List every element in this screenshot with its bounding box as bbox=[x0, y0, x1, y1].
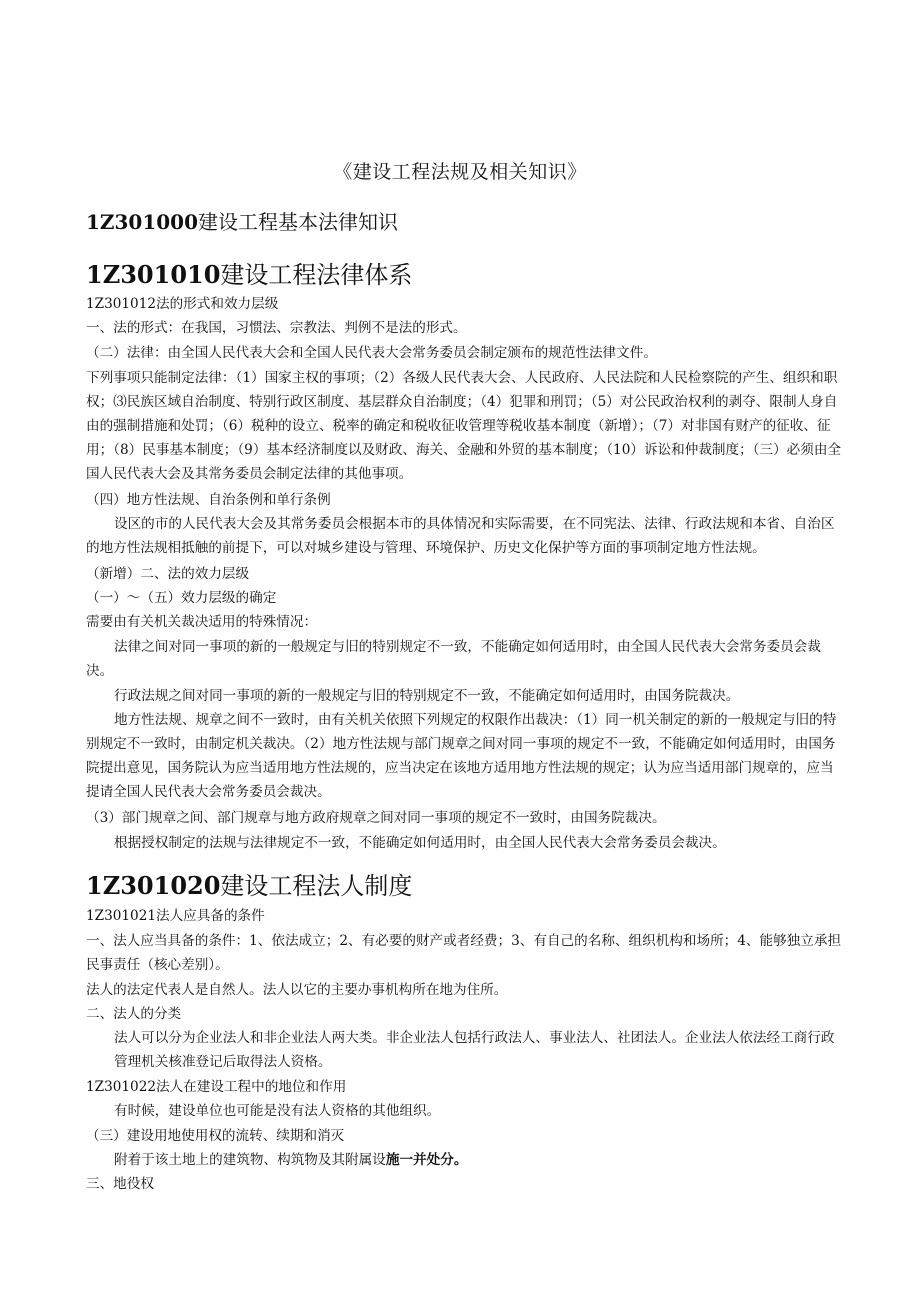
paragraph: 法律之间对同一事项的新的一般规定与旧的特别规定不一致，不能确定如何适用时，由全国人民代表大会常务委员会裁决。 bbox=[86, 639, 821, 679]
section-heading-1z301010 bbox=[86, 255, 412, 290]
subsection-heading: 1Z301022法人在建设工程中的地位和作用 bbox=[86, 1079, 347, 1095]
paragraph: （一）～（五）效力层级的确定 bbox=[86, 590, 277, 606]
paragraph: 有时候，建设单位也可能是没有法人资格的其他组织。 bbox=[114, 1103, 441, 1119]
paragraph: 一、法人应当具备的条件：1、依法成立；2、有必要的财产或者经费；3、有自己的名称、组织机构和场所；4、能够独立承担民事责任（核心差别）。 bbox=[86, 933, 842, 973]
paragraph: 地方性法规、规章之间不一致时，由有关机关依照下列规定的权限作出裁决：（1）同一机关制定的新的一般规定与旧的特别规定不一致时，由制定机关裁决。（2）地方性法规与部门规章之间对同一事项的规定不一致，不能确定如何适用时，由国务院提出意见，国务院认为应当适用地方性法规的，应当决定在该地方适用地方性法规的规定；认为应当适用部门规章的，应当提请全国人民代表大会常务委员会裁决。 bbox=[86, 712, 837, 800]
paragraph bbox=[114, 1148, 842, 1172]
paragraph: 二、法人的分类 bbox=[86, 1006, 182, 1022]
paragraph: 行政法规之间对同一事项的新的一般规定与旧的特别规定不一致，不能确定如何适用时，由国务院裁决。 bbox=[114, 688, 740, 704]
paragraph-text: 附着于该土地上的建筑物、构筑物及其附属设 bbox=[114, 1152, 386, 1168]
paragraph: （二）法律：由全国人民代表大会和全国人民代表大会常务委员会制定颁布的规范性法律文件。 bbox=[86, 345, 657, 361]
subsection-heading: 1Z301021法人应具备的条件 bbox=[86, 908, 265, 924]
chapter-text: 建设工程基本法律知识 bbox=[198, 210, 399, 234]
section-text: 建设工程法律体系 bbox=[220, 261, 413, 289]
paragraph: （三）建设用地使用权的流转、续期和消灭 bbox=[86, 1128, 345, 1144]
paragraph: （新增）二、法的效力层级 bbox=[86, 566, 250, 582]
section-code: 1Z301010 bbox=[86, 260, 221, 289]
paragraph: 下列事项只能制定法律：（1）国家主权的事项；（2）各级人民代表大会、人民政府、人民法院和人民检察院的产生、组织和职权；⑶民族区域自治制度、特别行政区制度、基层群众自治制度；（4）犯罪和刑罚；（5）对公民政治权利的剥夺、限制人身自由的强制措施和处罚；（6）税种的设立、税率的确定和税收征收管理等税收基本制度（新增）；（7）对非国有财产的征收、征用；（8）民事基本制度；（9）基本经济制度以及财政、海关、金融和外贸的基本制度；（10）诉讼和仲裁制度；（三）必须由全国人民代表大会及其常务委员会制定法律的其他事项。 bbox=[86, 370, 842, 482]
subsection-heading: 1Z301012法的形式和效力层级 bbox=[86, 296, 279, 312]
section-code: 1Z301020 bbox=[86, 871, 221, 900]
paragraph: （四）地方性法规、自治条例和单行条例 bbox=[86, 492, 331, 508]
paragraph: 三、地役权 bbox=[86, 1176, 154, 1192]
section-text: 建设工程法人制度 bbox=[220, 872, 413, 900]
paragraph: 需要由有关机关裁决适用的特殊情况： bbox=[86, 614, 318, 630]
chapter-heading bbox=[86, 206, 398, 235]
paragraph: 一、法的形式：在我国，习惯法、宗教法、判例不是法的形式。 bbox=[86, 320, 467, 336]
paragraph: 法人的法定代表人是自然人。法人以它的主要办事机构所在地为住所。 bbox=[86, 982, 508, 998]
paragraph: 法人可以分为企业法人和非企业法人两大类。非企业法人包括行政法人、事业法人、社团法人。企业法人依法经工商行政管理机关核准登记后取得法人资格。 bbox=[114, 1030, 835, 1070]
chapter-code: 1Z301000 bbox=[86, 210, 199, 234]
paragraph: 设区的市的人民代表大会及其常务委员会根据本市的具体情况和实际需要，在不同宪法、法律、行政法规和本省、自治区的地方性法规相抵触的前提下，可以对城乡建设与管理、环境保护、历史文化保护等方面的事项制定地方性法规。 bbox=[86, 516, 835, 556]
paragraph-bold-text: 施一并处分。 bbox=[385, 1152, 468, 1168]
paragraph: （3）部门规章之间、部门规章与地方政府规章之间对同一事项的规定不一致时，由国务院裁决。 bbox=[86, 810, 666, 826]
section-heading-1z301020 bbox=[86, 866, 412, 901]
document-title: 《建设工程法规及相关知识》 bbox=[333, 161, 587, 183]
paragraph: 根据授权制定的法规与法律规定不一致，不能确定如何适用时，由全国人民代表大会常务委员会裁决。 bbox=[114, 835, 726, 851]
